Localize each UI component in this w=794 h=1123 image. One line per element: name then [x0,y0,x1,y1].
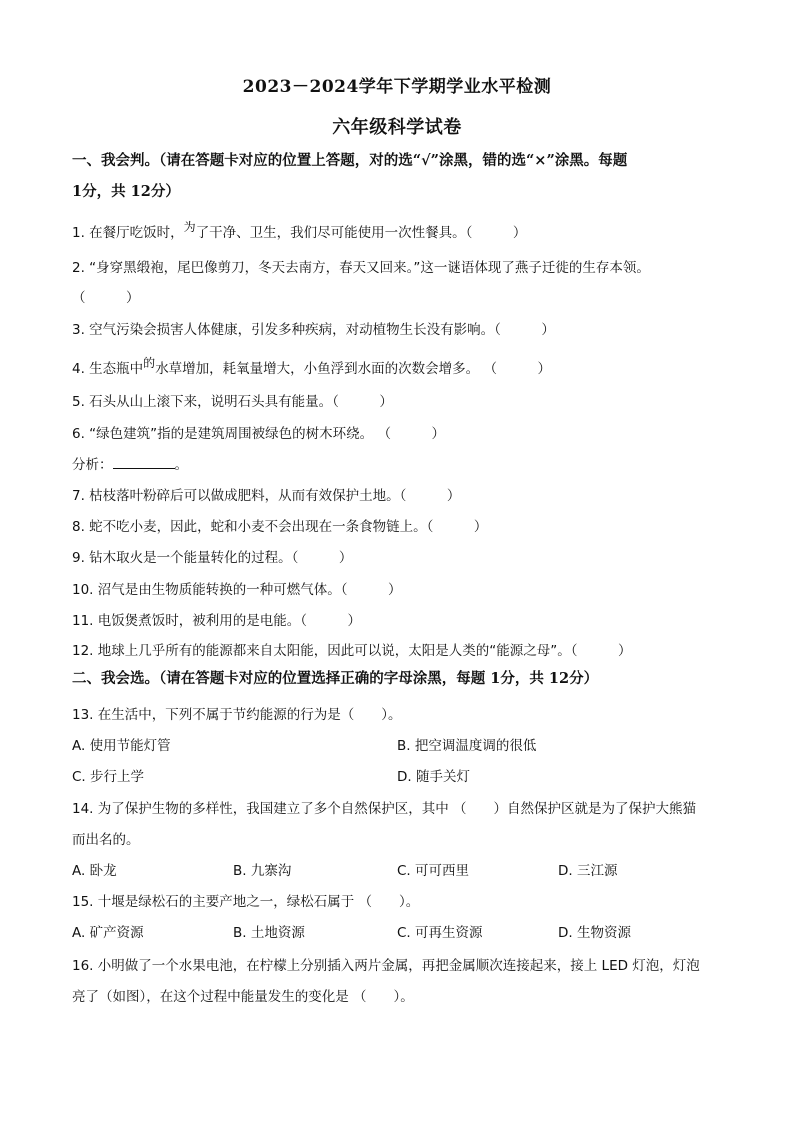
question-1-part-b: 了干净、卫生，我们尽可能使用一次性餐具。（ ） [195,225,527,241]
question-13: 13. 在生活中，下列不属于节约能源的行为是（ ）。 [72,707,402,723]
question-16: 16. 小明做了一个水果电池，在柠檬上分别插入两片金属，再把金属顺次连接起来，接上 LED 灯泡，灯泡 [72,958,700,974]
question-7: 7. 枯枝落叶粉碎后可以做成肥料，从而有效保护土地。（ ） [72,488,461,504]
question-14: 14. 为了保护生物的多样性，我国建立了多个自然保护区，其中 （ ）自然保护区就是为了保护大熊猫 [72,801,697,817]
question-15: 15. 十堰是绿松石的主要产地之一，绿松石属于 （ ）。 [72,894,420,910]
question-3: 3. 空气污染会损害人体健康，引发多种疾病，对动植物生长没有影响。（ ） [72,322,555,338]
question-16-cont: 亮了（如图），在这个过程中能量发生的变化是 （ ）。 [72,989,414,1005]
exam-subtitle: 六年级科学试卷 [332,117,462,138]
q15-option-c: C. 可再生资源 [397,925,483,941]
question-4-part-a: 4. 生态瓶中 [72,361,144,377]
question-1 [72,221,526,241]
q13-option-c: C. 步行上学 [72,769,145,785]
question-4-part-b: 水草增加，耗氧量增大，小鱼浮到水面的次数会增多。 （ ） [155,361,551,377]
section1-heading: 一、我会判。（请在答题卡对应的位置上答题，对的选“√”涂黑，错的选“×”涂黑。每题 [72,152,628,169]
q15-option-b: B. 土地资源 [233,925,305,941]
q14-option-c: C. 可可西里 [397,863,470,879]
question-4-sup: 的 [143,356,156,370]
section2-heading: 二、我会选。（请在答题卡对应的位置选择正确的字母涂黑，每题 1分，共 12分） [72,670,599,687]
question-14-cont: 而出名的。 [72,832,140,848]
q15-option-d: D. 生物资源 [558,925,631,941]
q14-option-d: D. 三江源 [558,863,618,879]
q14-option-b: B. 九寨沟 [233,863,292,879]
question-9: 9. 钻木取火是一个能量转化的过程。（ ） [72,550,353,566]
q13-option-a: A. 使用节能灯管 [72,738,171,754]
section1-heading-cont: 1分，共 12分） [72,183,180,200]
q14-option-a: A. 卧龙 [72,863,117,879]
analysis-end: 。 [174,457,188,473]
question-12: 12. 地球上几乎所有的能源都来自太阳能，因此可以说，太阳是人类的“能源之母”。（ ） [72,643,632,659]
question-4 [72,357,551,377]
question-1-part-a: 1. 在餐厅吃饭时， [72,225,184,241]
question-2: 2. “身穿黑缎袍，尾巴像剪刀，冬天去南方，春天又回来。”这一谜语体现了燕子迁徙的生存本领。 [72,260,650,276]
analysis-label: 分析： [72,457,113,473]
question-5: 5. 石头从山上滚下来，说明石头具有能量。（ ） [72,394,393,410]
q13-option-b: B. 把空调温度调的很低 [397,738,537,754]
q15-option-a: A. 矿产资源 [72,925,144,941]
question-11: 11. 电饭煲煮饭时，被利用的是电能。（ ） [72,613,362,629]
exam-title: 2023－2024学年下学期学业水平检测 [242,77,552,97]
question-6: 6. “绿色建筑”指的是建筑周围被绿色的树木环绕。 （ ） [72,426,445,442]
analysis-blank [113,456,175,469]
question-1-sup: 为 [183,220,196,234]
question-10: 10. 沼气是由生物质能转换的一种可燃气体。（ ） [72,582,402,598]
question-8: 8. 蛇不吃小麦，因此，蛇和小麦不会出现在一条食物链上。（ ） [72,519,488,535]
analysis-line [72,453,188,473]
question-2-cont: （ ） [72,290,140,306]
q13-option-d: D. 随手关灯 [397,769,470,785]
